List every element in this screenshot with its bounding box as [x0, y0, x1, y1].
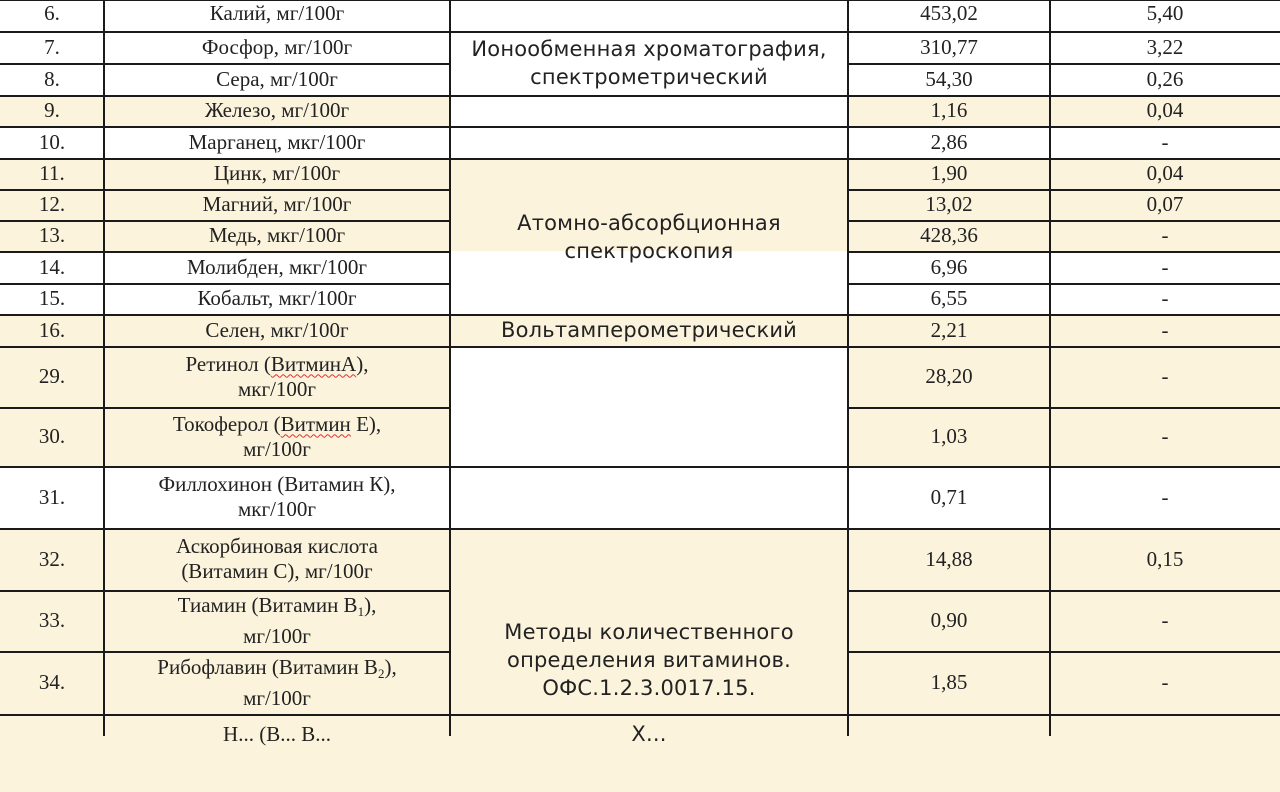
row-name: Цинк, мг/100г [213, 161, 341, 185]
table-row [0, 0, 1280, 31]
row-error: - [1161, 254, 1169, 279]
grid-line [848, 220, 1280, 222]
row-error: 0,26 [1146, 66, 1184, 91]
row-value: 1,16 [930, 98, 968, 122]
row-name-text: мг/100г [243, 436, 311, 461]
row-value: 0,90 [930, 608, 968, 632]
row-number: 30. [38, 424, 66, 448]
row-error: - [1161, 364, 1169, 388]
method-vitamins [450, 618, 848, 716]
row-error: - [1161, 670, 1169, 694]
row-number: 33. [38, 608, 66, 632]
row-name-text: ), [356, 351, 369, 376]
row-value: 310,77 [920, 34, 978, 59]
subscript: 1 [357, 603, 365, 619]
method-aas [450, 206, 848, 268]
row-number: 9. [44, 98, 60, 122]
row-name [104, 346, 450, 407]
method-text: Атомно-абсорбционная [517, 211, 781, 235]
row-error: - [1161, 286, 1169, 310]
grid-line [848, 651, 1280, 653]
method-ion-exchange [450, 31, 848, 95]
row-number: 15. [38, 286, 66, 310]
grid-line [0, 283, 450, 285]
grid-line [848, 283, 1280, 285]
grid-line [848, 63, 1280, 65]
table-row [0, 346, 1280, 407]
row-number: 34. [38, 670, 66, 694]
method-text: спектроскопия [564, 239, 734, 263]
table-row [0, 95, 1280, 126]
spellcheck-word: ВитминА [270, 351, 357, 376]
row-error: 3,22 [1146, 34, 1184, 59]
row-name-text: Аскорбиновая кислота [176, 534, 378, 558]
table-row [0, 158, 1280, 189]
row-error: - [1161, 484, 1169, 509]
row-name-text: ), [364, 592, 377, 617]
grid-line [0, 314, 1280, 316]
row-error: 0,04 [1146, 98, 1184, 122]
row-name-text: Рибофлавин (Витамин В [157, 654, 378, 679]
row-error: 0,15 [1146, 546, 1184, 571]
row-name-text: мкг/100г [237, 497, 317, 521]
row-name-text: Ретинол ( [185, 351, 271, 376]
row-value: 14,88 [925, 546, 973, 571]
row-name: Марганец, мкг/100г [188, 129, 366, 154]
row-name [104, 466, 450, 528]
table-row [0, 407, 1280, 466]
row-value: 28,20 [925, 364, 973, 388]
row-error: - [1161, 608, 1169, 632]
row-number: 10. [38, 129, 66, 154]
row-error: - [1161, 317, 1169, 342]
grid-line [0, 251, 450, 253]
row-name: Кобальт, мкг/100г [197, 286, 357, 310]
table-row [0, 466, 1280, 528]
row-number: 31. [38, 484, 66, 509]
method-text: Ионообменная хроматография, [471, 37, 827, 61]
row-name [104, 651, 450, 714]
row-name [104, 528, 450, 590]
row-name-text: Тиамин (Витамин В [177, 592, 358, 617]
row-name [104, 407, 450, 466]
subscript: 2 [377, 665, 385, 681]
grid-line [103, 0, 105, 736]
row-value: 6,55 [930, 286, 968, 310]
row-name-text: Токоферол ( [172, 411, 281, 436]
row-name: Железо, мг/100г [204, 98, 350, 122]
row-value: 1,03 [930, 424, 968, 448]
grid-line [848, 251, 1280, 253]
grid-line [1049, 0, 1051, 736]
row-value: 453,02 [920, 1, 978, 25]
grid-line [848, 590, 1280, 592]
grid-line [0, 466, 1280, 468]
row-value: 2,21 [930, 317, 968, 342]
row-error: - [1161, 424, 1169, 448]
grid-line [0, 220, 450, 222]
row-name: Магний, мг/100г [202, 192, 352, 216]
row-number: 14. [38, 254, 66, 279]
row-name: Селен, мкг/100г [205, 317, 349, 342]
table-row [0, 283, 1280, 314]
row-number: 16. [38, 317, 66, 342]
row-error: - [1161, 223, 1169, 247]
grid-line [0, 189, 450, 191]
row-name-text: Е), [350, 411, 382, 436]
row-number: 29. [38, 364, 66, 388]
row-value: 1,90 [930, 161, 968, 185]
grid-line [848, 407, 1280, 409]
row-name-text: мг/100г [243, 685, 311, 710]
grid-line [0, 95, 1280, 97]
grid-line [0, 590, 450, 592]
method-text: Х... [631, 722, 667, 746]
row-name-text: Филлохинон (Витамин К), [158, 472, 396, 496]
row-name: Сера, мг/100г [216, 66, 338, 91]
row-number: 32. [38, 546, 66, 571]
row-error: - [1161, 129, 1169, 154]
row-value: 13,02 [925, 192, 973, 216]
grid-line [0, 346, 1280, 348]
grid-line [0, 158, 1280, 160]
row-error: 0,04 [1146, 161, 1184, 185]
method-text: определения витаминов. [507, 648, 791, 672]
row-name: Калий, мг/100г [209, 1, 345, 25]
row-name-text: мг/100г [243, 623, 311, 648]
method-text: Методы количественного [504, 620, 794, 644]
row-value: 0,71 [930, 484, 968, 509]
row-name-text: мкг/100г [237, 376, 317, 401]
grid-line [0, 651, 450, 653]
grid-line [847, 0, 849, 736]
method-text: ОФС.1.2.3.0017.15. [542, 676, 756, 700]
row-number: 11. [39, 161, 65, 185]
row-name-text: ), [384, 654, 397, 679]
row-number: 8. [44, 66, 60, 91]
row-number: 13. [38, 223, 66, 247]
row-error: 5,40 [1146, 1, 1184, 25]
grid-line [0, 31, 1280, 33]
row-value: 54,30 [925, 66, 973, 91]
row-name [104, 590, 450, 651]
row-number: 6. [44, 1, 60, 25]
row-value: 2,86 [930, 129, 968, 154]
table-row [0, 126, 1280, 158]
grid-line [0, 0, 1280, 1]
grid-line [848, 189, 1280, 191]
row-number: 7. [44, 34, 60, 59]
row-name: Н... (В... В... [223, 722, 331, 746]
row-error: 0,07 [1146, 192, 1184, 216]
row-number: 12. [38, 192, 66, 216]
table-row-partial [0, 714, 1280, 744]
row-value: 428,36 [920, 223, 978, 247]
row-name: Медь, мкг/100г [208, 223, 346, 247]
grid-line [0, 126, 1280, 128]
method-voltammetry: Вольтамперометрический [500, 318, 798, 342]
row-value: 6,96 [930, 254, 968, 279]
row-name-text: (Витамин С), мг/100г [181, 559, 373, 583]
grid-line [0, 407, 450, 409]
grid-line [0, 63, 450, 65]
grid-line [449, 0, 451, 736]
spellcheck-word: Витмин [280, 411, 351, 436]
grid-line [0, 528, 1280, 530]
method-text: спектрометрический [530, 65, 768, 89]
row-value: 1,85 [930, 670, 968, 694]
table-row [0, 528, 1280, 590]
grid-line [0, 714, 1280, 716]
row-name: Молибден, мкг/100г [186, 254, 368, 279]
row-name: Фосфор, мг/100г [201, 34, 353, 59]
